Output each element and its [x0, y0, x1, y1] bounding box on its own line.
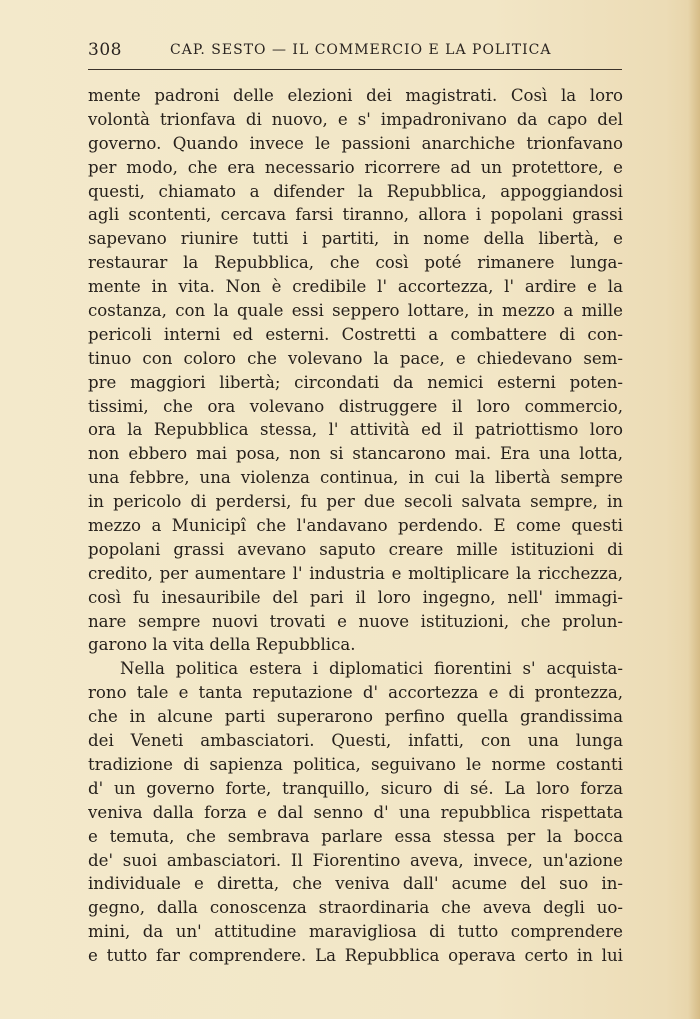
text-line: governo. Quando invece le passioni anarchiche trionfavano — [88, 133, 623, 153]
text-line: sapevano riunire tutti i partiti, in nome della libertà, e — [88, 229, 623, 249]
text-line: mini, da un' attitudine maravigliosa di tutto comprendere — [88, 922, 623, 942]
text-line: rono tale e tanta reputazione d' accortezza e di prontezza, — [88, 683, 623, 703]
text-line: mente padroni delle elezioni dei magistrati. Così la loro — [88, 86, 623, 105]
text-line: de' suoi ambasciatori. Il Fiorentino aveva, invece, un'azione — [88, 850, 623, 870]
text-line: mente in vita. Non è credibile l' accortezza, l' ardire e la — [88, 277, 623, 297]
text-line: veniva dalla forza e dal senno d' una repubblica rispettata — [88, 802, 623, 822]
text-line: pericoli interni ed esterni. Costretti a combattere di con- — [88, 324, 623, 344]
text-line: tinuo con coloro che volevano la pace, e chiedevano sem- — [88, 348, 623, 368]
page-number: 308 — [88, 40, 122, 60]
text-line: non ebbero mai posa, non si stancarono mai. Era una lotta, — [88, 444, 623, 464]
text-line: in pericolo di perdersi, fu per due secoli salvata sempre, in — [88, 492, 623, 512]
text-line: gegno, dalla conoscenza straordinaria che aveva degli uo- — [88, 898, 623, 918]
text-line: così fu inesauribile del pari il loro ingegno, nell' immagi- — [88, 587, 623, 607]
text-line: agli scontenti, cercava farsi tiranno, allora i popolani grassi — [88, 205, 623, 225]
text-line: questi, chiamato a difender la Repubblica, appoggiandosi — [88, 181, 623, 201]
text-line: pre maggiori libertà; circondati da nemici esterni poten- — [88, 372, 623, 392]
text-line: restaurar la Repubblica, che così poté rimanere lunga- — [88, 253, 623, 273]
text-line: e tutto far comprendere. La Repubblica operava certo in lui — [88, 946, 623, 966]
text-line: mezzo a Municipî che l'andavano perdendo. E come questi — [88, 516, 623, 536]
text-line: garono la vita della Repubblica. — [88, 635, 356, 655]
page-edge-shadow — [688, 0, 700, 1019]
text-line: volontà trionfava di nuovo, e s' impadronivano da capo del — [88, 109, 623, 129]
text-line: individuale e diretta, che veniva dall' acume del suo in- — [88, 874, 623, 894]
text-line: Nella politica estera i diplomatici fiorentini s' acquista- — [120, 659, 623, 679]
text-line: d' un governo forte, tranquillo, sicuro di sé. La loro forza — [88, 778, 623, 798]
text-line: popolani grassi avevano saputo creare mille istituzioni di — [88, 539, 623, 559]
text-line: tissimi, che ora volevano distruggere il loro commercio, — [88, 396, 623, 416]
running-head: CAP. SESTO — IL COMMERCIO E LA POLITICA — [170, 42, 552, 58]
text-line: tradizione di sapienza politica, seguivano le norme costanti — [88, 754, 623, 774]
text-line: una febbre, una violenza continua, in cui la libertà sempre — [88, 468, 623, 488]
text-line: dei Veneti ambasciatori. Questi, infatti, con una lunga — [88, 731, 623, 751]
text-line: ora la Repubblica stessa, l' attività ed il patriottismo loro — [88, 420, 623, 440]
page-header — [88, 40, 622, 68]
text-line: e temuta, che sembrava parlare essa stessa per la bocca — [88, 826, 623, 846]
text-line: credito, per aumentare l' industria e moltiplicare la ricchezza, — [88, 563, 623, 583]
text-line: costanza, con la quale essi seppero lottare, in mezzo a mille — [88, 301, 623, 321]
text-line: per modo, che era necessario ricorrere ad un protettore, e — [88, 157, 623, 177]
text-line: nare sempre nuovi trovati e nuove istituzioni, che prolun- — [88, 611, 623, 631]
body-text — [88, 84, 623, 968]
text-line: che in alcune parti superarono perfino quella grandissima — [88, 707, 623, 727]
header-rule — [88, 69, 622, 70]
